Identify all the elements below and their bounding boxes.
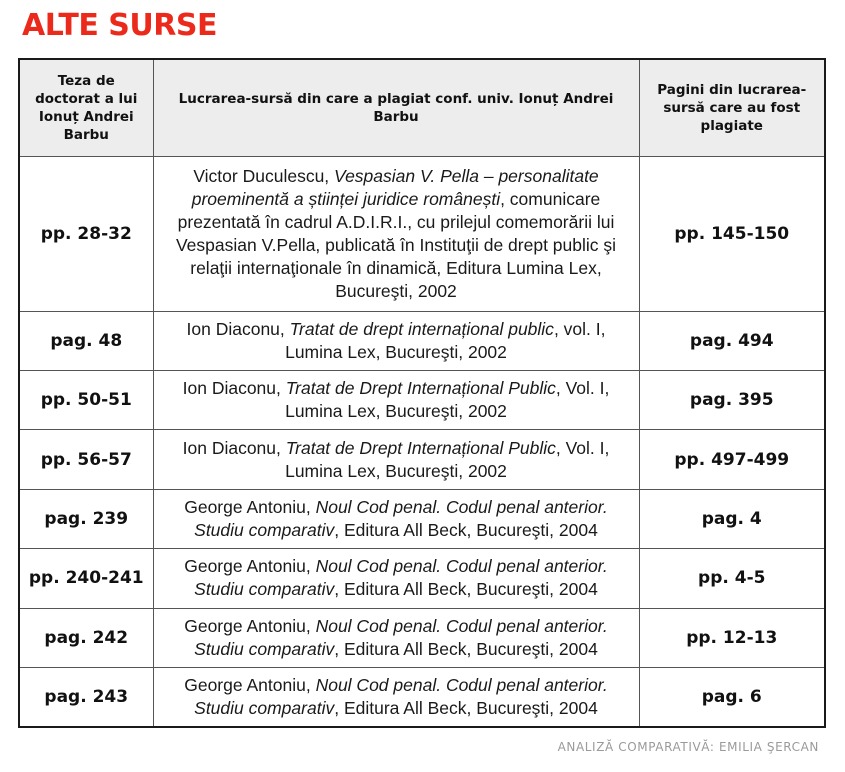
source-author: Ion Diaconu, (182, 437, 281, 458)
table-row (19, 370, 825, 429)
source-details: , vol. I, Lumina Lex, Bucureşti, 2002 (285, 318, 606, 362)
source-author: Ion Diaconu, (186, 318, 285, 339)
source-work-cell (153, 608, 639, 667)
source-title: Vespasian V. Pella – personalitate proeminentă a științei juridice românești (191, 165, 599, 209)
thesis-pages-cell: pag. 48 (19, 311, 153, 370)
table-row (19, 156, 825, 311)
source-author: Ion Diaconu, (182, 378, 281, 399)
thesis-pages-cell: pp. 50-51 (19, 370, 153, 429)
source-details: , Editura All Beck, Bucureşti, 2004 (334, 520, 598, 540)
table-row (19, 489, 825, 548)
source-title: Tratat de Drept Internațional Public (285, 378, 556, 399)
plagiarism-sources-table (18, 58, 826, 728)
source-pages-cell: pag. 494 (639, 311, 825, 370)
source-details: , Vol. I, Lumina Lex, Bucureşti, 2002 (285, 437, 610, 481)
thesis-pages-cell: pp. 240-241 (19, 549, 153, 608)
thesis-pages-cell: pp. 56-57 (19, 430, 153, 489)
source-pages-cell: pp. 4-5 (639, 549, 825, 608)
source-pages-cell: pp. 12-13 (639, 608, 825, 667)
source-title: Noul Cod penal. Codul penal anterior. Studiu comparativ (194, 497, 608, 540)
thesis-pages-cell: pp. 28-32 (19, 156, 153, 311)
table-row (19, 668, 825, 727)
source-author: George Antoniu, (184, 675, 311, 695)
source-pages-cell: pag. 6 (639, 668, 825, 727)
source-author: Victor Duculescu, (193, 165, 330, 186)
source-details: , Editura All Beck, Bucureşti, 2004 (334, 698, 598, 718)
header-source-work: Lucrarea-sursă din care a plagiat conf. univ. Ionuț Andrei Barbu (153, 59, 639, 156)
source-work-cell (153, 156, 639, 311)
thesis-pages-cell: pag. 239 (19, 489, 153, 548)
table-header-row (19, 59, 825, 156)
source-work-cell (153, 549, 639, 608)
source-author: George Antoniu, (184, 497, 311, 517)
source-title: Noul Cod penal. Codul penal anterior. Studiu comparativ (194, 615, 608, 659)
source-title: Noul Cod penal. Codul penal anterior. Studiu comparativ (194, 556, 608, 600)
thesis-pages-cell: pag. 243 (19, 668, 153, 727)
source-details: , comunicare prezentată în cadrul A.D.I.R.I., cu prilejul comemorării lui Vespasian V.Pella, publicată în Instituţii de drept public şi relaţii internaţionale în dinamică, Editura Lumina Lex, Bucureşti, 2002 (175, 188, 617, 301)
table-row (19, 430, 825, 489)
source-work-cell (153, 311, 639, 370)
page-title: ALTE SURSE (22, 8, 217, 43)
source-work-cell (153, 370, 639, 429)
source-author: George Antoniu, (184, 615, 311, 636)
source-pages-cell: pag. 395 (639, 370, 825, 429)
header-source-pages: Pagini din lucrarea-sursă care au fost plagiate (639, 59, 825, 156)
source-pages-cell: pp. 145-150 (639, 156, 825, 311)
table-row (19, 608, 825, 667)
header-thesis-pages: Teza de doctorat a lui Ionuț Andrei Barbu (19, 59, 153, 156)
source-author: George Antoniu, (184, 556, 311, 577)
thesis-pages-cell: pag. 242 (19, 608, 153, 667)
source-title: Noul Cod penal. Codul penal anterior. Studiu comparativ (194, 675, 608, 718)
source-work-cell (153, 489, 639, 548)
table-row (19, 311, 825, 370)
analysis-credit: ANALIZĂ COMPARATIVĂ: EMILIA ŞERCAN (557, 740, 819, 754)
source-details: , Editura All Beck, Bucureşti, 2004 (334, 579, 598, 600)
source-details: , Editura All Beck, Bucureşti, 2004 (334, 638, 598, 659)
source-title: Tratat de drept internațional public (289, 318, 554, 339)
source-pages-cell: pp. 497-499 (639, 430, 825, 489)
source-details: , Vol. I, Lumina Lex, Bucureşti, 2002 (285, 378, 610, 422)
source-pages-cell: pag. 4 (639, 489, 825, 548)
source-work-cell (153, 430, 639, 489)
source-title: Tratat de Drept Internațional Public (285, 437, 556, 458)
table-row (19, 549, 825, 608)
source-work-cell (153, 668, 639, 727)
